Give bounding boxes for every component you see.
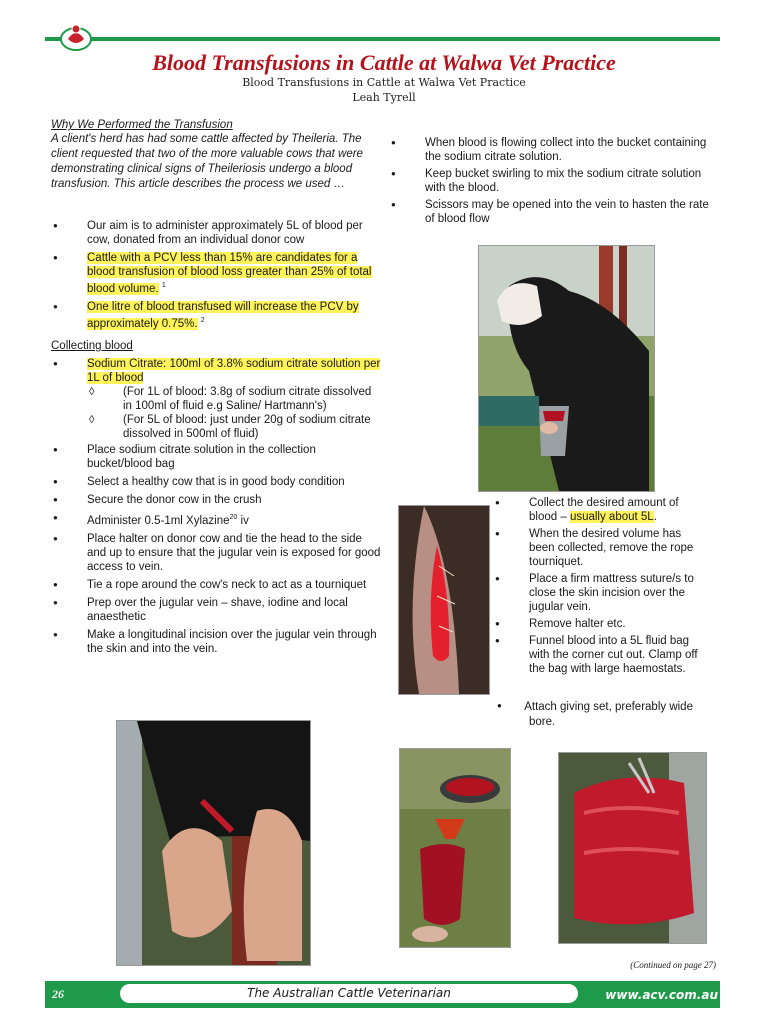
photo-blood-bag xyxy=(558,752,707,944)
continued-note: (Continued on page 27) xyxy=(630,960,716,970)
list-item: ● One litre of blood transfused will increase the PCV by approximately 0.75%. $^2$ xyxy=(51,300,381,331)
right-mid-list xyxy=(493,496,708,676)
list-item: ● Administer 0.5-1ml Xylazine$^{20}$ iv xyxy=(51,511,381,528)
list-item: ● Remove halter etc. xyxy=(493,617,708,631)
list-item: ● Tie a rope around the cow's neck to act as a tourniquet xyxy=(51,578,381,592)
list-item: ● Place sodium citrate solution in the collection bucket/blood bag xyxy=(51,443,381,471)
list-item: ◊ (For 5L of blood: just under 20g of sodium citrate dissolved in 500ml of fluid) xyxy=(87,413,381,441)
list-item: ● Cattle with a PCV less than 15% are candidates for a blood transfusion of blood loss greater than 25% of total blood volume. $^1$ xyxy=(51,251,381,296)
list-item: ● When the desired volume has been collected, remove the rope tourniquet. xyxy=(493,527,708,569)
list-item: ● When blood is flowing collect into the bucket containing the sodium citrate solution. xyxy=(389,136,719,164)
list-item: ● Secure the donor cow in the crush xyxy=(51,493,381,507)
list-item: ● Scissors may be opened into the vein to hasten the rate of blood flow xyxy=(389,198,719,226)
intro-text: A client's herd has had some cattle affected by Theileria. The client requested that two of the more valuable cows that were demonstrating clinical signs of Theileriosis undergo a blood transfusion. This article describes the process we used … xyxy=(51,133,363,190)
list-item: ● Prep over the jugular vein – shave, iodine and local anaesthetic xyxy=(51,596,381,624)
cattle-vets-logo-icon xyxy=(60,23,92,51)
list-item: ● Sodium Citrate: 100ml of 3.8% sodium citrate solution per 1L of blood ◊ (For 1L of blood: 3.8g of sodium citrate dissolved in 100ml of fluid e.g Saline/ Hartmann's) ◊ (For 5L of blood: just under 20g of sodium citrate dissolved in 500ml of fluid) xyxy=(51,357,381,441)
list-item: ● Place halter on donor cow and tie the head to the side and up to ensure that the jugular vein is exposed for good access to vein. xyxy=(51,532,381,574)
attach-giving-set: ● Attach giving set, preferably wide bore. xyxy=(497,701,693,728)
list-item: ● Funnel blood into a 5L fluid bag with the corner cut out. Clamp off the bag with large haemostats. xyxy=(493,634,708,676)
photo-jugular-incision xyxy=(398,505,490,695)
collecting-heading: Collecting blood xyxy=(51,340,133,352)
page-number: 26 xyxy=(52,987,64,1001)
list-item: ● Select a healthy cow that is in good body condition xyxy=(51,475,381,489)
list-item: ● Collect the desired amount of blood – usually about 5L. xyxy=(493,496,708,524)
bullet: ● xyxy=(497,701,502,710)
list-item: ● Make a longitudinal incision over the jugular vein through the skin and into the vein. xyxy=(51,628,381,656)
intro-heading: Why We Performed the Transfusion xyxy=(51,119,233,131)
website-link[interactable]: www.acv.com.au xyxy=(605,988,718,1002)
citrate-sublist xyxy=(87,385,381,441)
list-item: ● Keep bucket swirling to mix the sodium citrate solution with the blood. xyxy=(389,167,719,195)
journal-name: The Australian Cattle Veterinarian xyxy=(120,984,578,1003)
photo-funnel-bag xyxy=(399,748,511,948)
collecting-list xyxy=(51,357,381,656)
article-subtitle: Blood Transfusions in Cattle at Walwa Vet Practice xyxy=(242,76,526,89)
list-item: ● Our aim is to administer approximately 5L of blood per cow, donated from an individual donor cow xyxy=(51,219,381,247)
list-item: ◊ (For 1L of blood: 3.8g of sodium citrate dissolved in 100ml of fluid e.g Saline/ Hartmann's) xyxy=(87,385,381,413)
article-author: Leah Tyrell xyxy=(352,91,416,104)
photo-hands-vein xyxy=(116,720,311,966)
list-item: ● Place a firm mattress suture/s to close the skin incision over the jugular vein. xyxy=(493,572,708,614)
photo-cow-blood-collection xyxy=(478,245,655,492)
header-rule xyxy=(45,37,720,41)
article-title: Blood Transfusions in Cattle at Walwa Vet Practice xyxy=(152,50,616,75)
right-top-list xyxy=(389,136,719,226)
aims-list xyxy=(51,219,381,331)
